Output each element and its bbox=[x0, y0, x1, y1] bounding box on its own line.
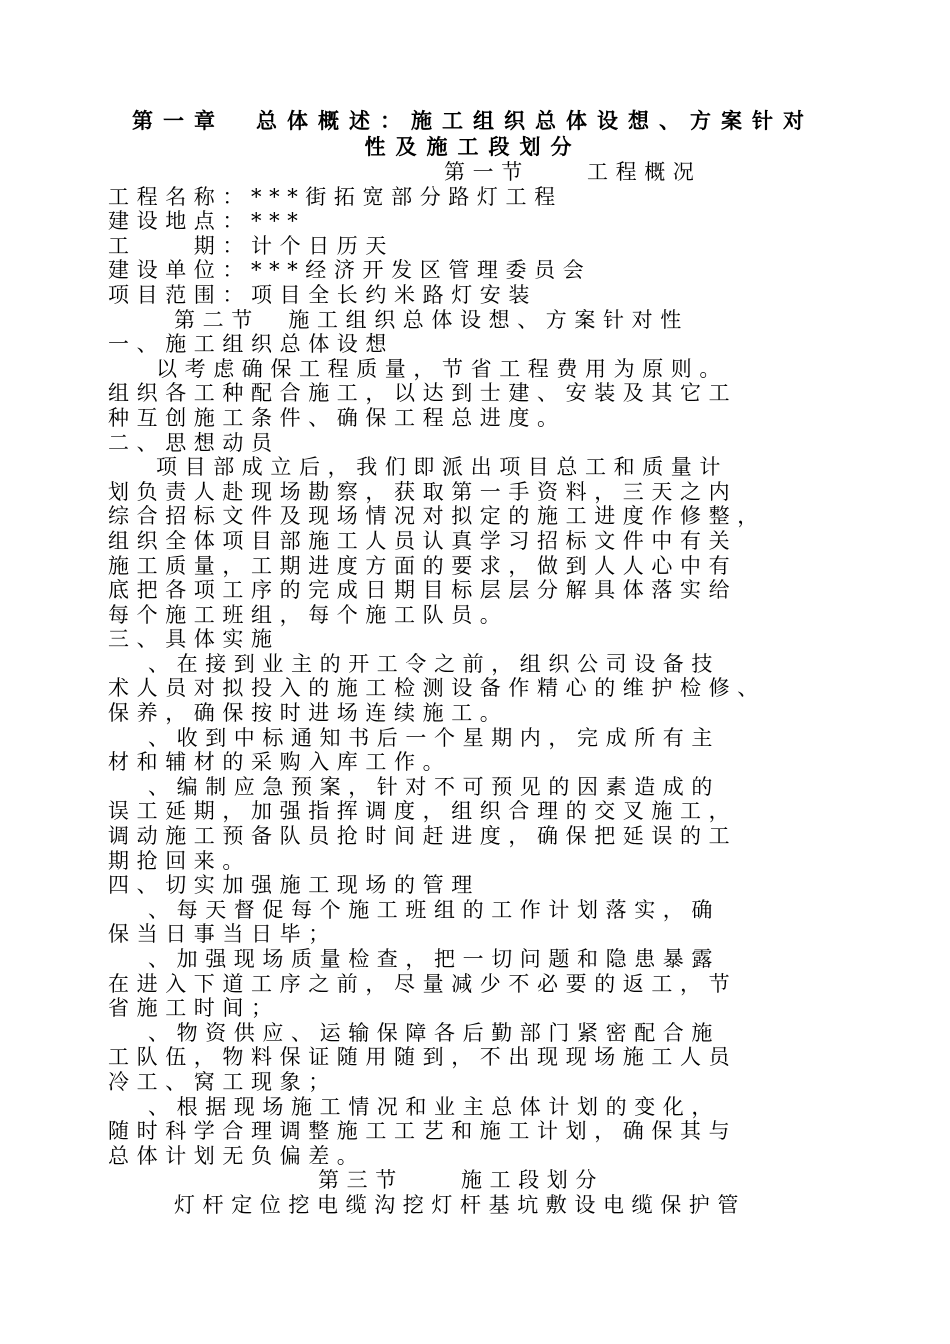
project-info-location: 建设地点：*** bbox=[108, 209, 306, 234]
paragraph-line: 每个施工班组，每个施工队员。 bbox=[108, 602, 509, 627]
section-3-heading: 第三节 施工段划分 bbox=[318, 1168, 604, 1193]
paragraph-line: 底把各项工序的完成日期目标层层分解具体落实给 bbox=[108, 578, 738, 603]
paragraph-line: 施工质量，工期进度方面的要求，做到人人心中有 bbox=[108, 553, 738, 578]
paragraph-line: 划负责人赴现场勘察，获取第一手资料，三天之内 bbox=[108, 479, 738, 504]
paragraph-line: 、物资供应、运输保障各后勤部门紧密配合施 bbox=[148, 1020, 720, 1045]
paragraph-line: 随时科学合理调整施工工艺和施工计划，确保其与 bbox=[108, 1119, 738, 1144]
paragraph-line: 期抢回来。 bbox=[108, 848, 251, 873]
paragraph-line: 组织各工种配合施工，以达到士建、安装及其它工 bbox=[108, 381, 738, 406]
paragraph-line: 术人员对拟投入的施工检测设备作精心的维护检修、 bbox=[108, 676, 766, 701]
paragraph-line: 保当日事当日毕； bbox=[108, 922, 337, 947]
paragraph-line: 、编制应急预案，针对不可预见的因素造成的 bbox=[148, 774, 720, 799]
paragraph-line: 保养，确保按时进场连续施工。 bbox=[108, 701, 509, 726]
paragraph-line: 组织全体项目部施工人员认真学习招标文件中有关 bbox=[108, 528, 738, 553]
part-4-heading: 四、切实加强施工现场的管理 bbox=[108, 873, 480, 898]
part-3-heading: 三、具体实施 bbox=[108, 627, 280, 652]
project-info-owner: 建设单位：***经济开发区管理委员会 bbox=[108, 258, 592, 283]
paragraph-line: 工队伍，物料保证随用随到，不出现现场施工人员 bbox=[108, 1045, 738, 1070]
paragraph-line: 、在接到业主的开工令之前，组织公司设备技 bbox=[148, 651, 720, 676]
part-1-heading: 一、施工组织总体设想 bbox=[108, 332, 394, 357]
paragraph-line: 以考虑确保工程质量，节省工程费用为原则。 bbox=[156, 356, 728, 381]
paragraph-line: 灯杆定位挖电缆沟挖灯杆基坑敷设电缆保护管 bbox=[174, 1192, 746, 1217]
project-info-name: 工程名称：***街拓宽部分路灯工程 bbox=[108, 184, 563, 209]
paragraph-line: 、根据现场施工情况和业主总体计划的变化， bbox=[148, 1094, 720, 1119]
paragraph-line: 误工延期，加强指挥调度，组织合理的交叉施工， bbox=[108, 799, 738, 824]
paragraph-line: 在进入下道工序之前，尽量减少不必要的返工，节 bbox=[108, 971, 738, 996]
paragraph-line: 、加强现场质量检查，把一切问题和隐患暴露 bbox=[148, 947, 720, 971]
paragraph-line: 种互创施工条件、确保工程总进度。 bbox=[108, 405, 566, 430]
paragraph-line: 总体计划无负偏差。 bbox=[108, 1143, 366, 1168]
paragraph-line: 、每天督促每个施工班组的工作计划落实，确 bbox=[148, 897, 720, 922]
paragraph-line: 冷工、窝工现象； bbox=[108, 1069, 337, 1094]
part-2-heading: 二、思想动员 bbox=[108, 430, 280, 455]
paragraph-line: 材和辅材的采购入库工作。 bbox=[108, 750, 452, 775]
project-info-scope: 项目范围：项目全长约米路灯安装 bbox=[108, 282, 537, 307]
paragraph-line: 、收到中标通知书后一个星期内，完成所有主 bbox=[148, 725, 720, 750]
paragraph-line: 项目部成立后，我们即派出项目总工和质量计 bbox=[156, 455, 728, 480]
section-2-heading: 第二节 施工组织总体设想、方案针对性 bbox=[174, 307, 689, 332]
document-page bbox=[108, 108, 838, 1218]
chapter-title-line-2: 性及施工段划分 bbox=[364, 135, 582, 159]
paragraph-line: 省施工时间； bbox=[108, 996, 280, 1021]
section-1-heading: 第一节 工程概况 bbox=[444, 160, 702, 184]
paragraph-line: 综合招标文件及现场情况对拟定的施工进度作修整， bbox=[108, 504, 766, 529]
paragraph-line: 调动施工预备队员抢时间赶进度，确保把延误的工 bbox=[108, 824, 738, 849]
chapter-title-line-1: 第一章 总体概述：施工组织总体设想、方案针对 bbox=[132, 109, 814, 133]
project-info-duration: 工 期：计个日历天 bbox=[108, 233, 394, 258]
